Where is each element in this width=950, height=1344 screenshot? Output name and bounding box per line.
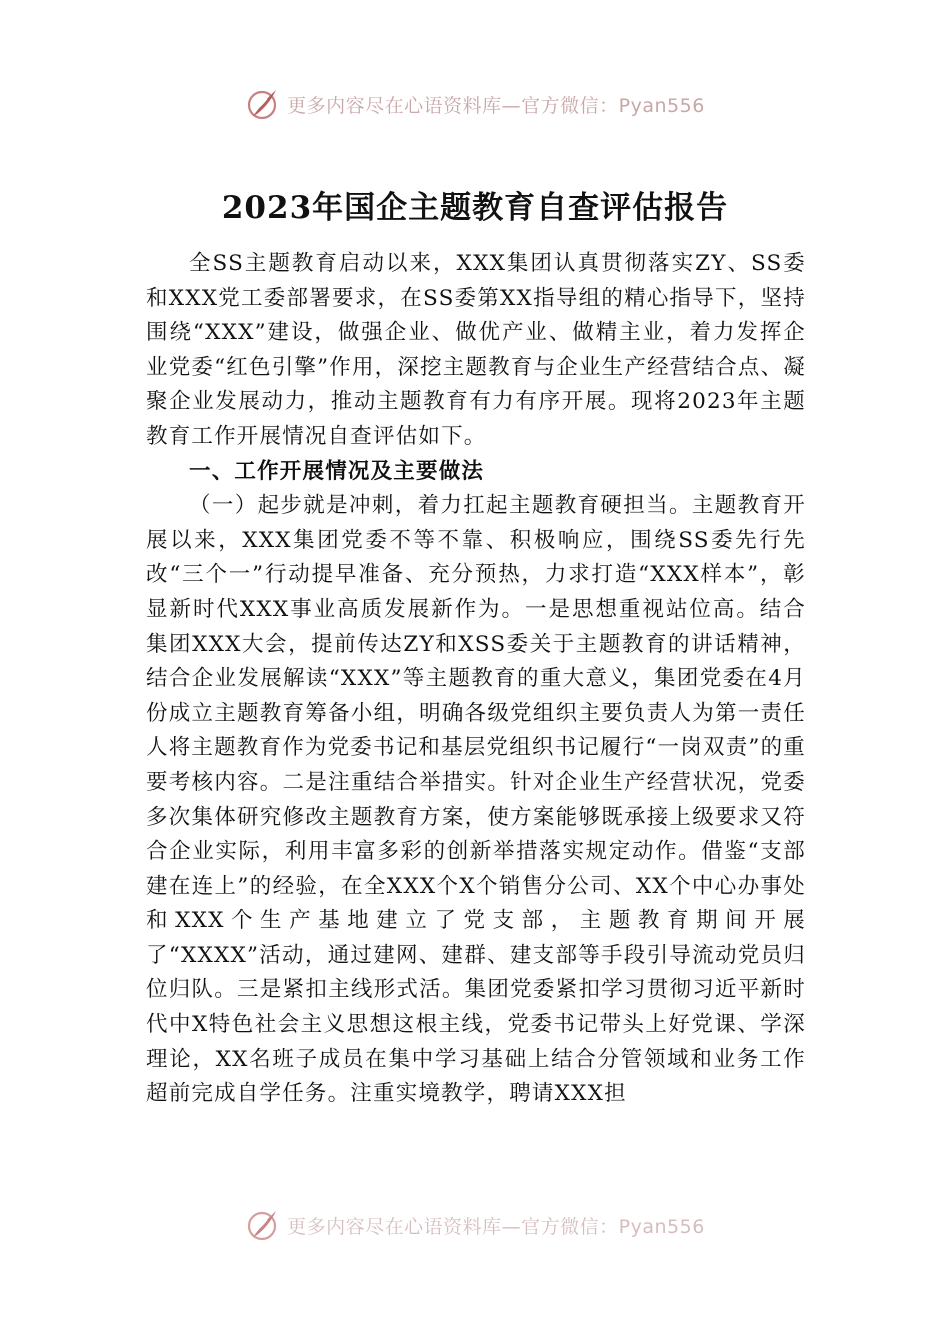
- watermark-footer: [0, 1205, 950, 1245]
- quill-pen-logo-icon: [245, 1207, 281, 1243]
- document-title: 2023年国企主题教育自查评估报告: [221, 190, 729, 226]
- watermark-text: 更多内容尽在心语资料库—官方微信：Pyan556: [287, 94, 705, 117]
- watermark-text: 更多内容尽在心语资料库—官方微信：Pyan556: [287, 1215, 705, 1238]
- intro-paragraph: 全SS主题教育启动以来，XXX集团认真贯彻落实ZY、SS委和XXX党工委部署要求，在SS委第XX指导组的精心指导下，坚持围绕“XXX”建设，做强企业、做优产业、做精主业，着力发挥企业党委“红色引擎”作用，深挖主题教育与企业生产经营结合点、凝聚企业发展动力，推动主题教育有力有序开展。现将2023年主题教育工作开展情况自查评估如下。: [146, 251, 806, 449]
- watermark-header: [0, 84, 950, 124]
- quill-pen-logo-icon: [245, 86, 281, 122]
- document-body: [146, 247, 806, 1112]
- body-paragraph: （一）起步就是冲刺，着力扛起主题教育硬担当。主题教育开展以来，XXX集团党委不等不靠、积极响应，围绕SS委先行先改“三个一”行动提早准备、充分预热，力求打造“XXX样本”，彰显新时代XXX事业高质发展新作为。一是思想重视站位高。结合集团XXX大会，提前传达ZY和XSS委关于主题教育的讲话精神，结合企业发展解读“XXX”等主题教育的重大意义，集团党委在4月份成立主题教育筹备小组，明确各级党组织主要负责人为第一责任人将主题教育作为党委书记和基层党组织书记履行“一岗双责”的重要考核内容。二是注重结合举措实。针对企业生产经营状况，党委多次集体研究修改主题教育方案，使方案能够既承接上级要求又符合企业实际，利用丰富多彩的创新举措落实规定动作。借鉴“支部建在连上”的经验，在全XXX个X个销售分公司、XX个中心办事处和XXX个生产基地建立了党支部，主题教育期间开展了“XXXX”活动，通过建网、建群、建支部等手段引导流动党员归位归队。三是紧扣主线形式活。集团党委紧扣学习贯彻习近平新时代中X特色社会主义思想这根主线，党委书记带头上好党课、学深理论，XX名班子成员在集中学习基础上结合分管领域和业务工作超前完成自学任务。注重实境教学，聘请XXX担: [146, 493, 806, 1107]
- section-heading: 一、工作开展情况及主要做法: [189, 458, 485, 484]
